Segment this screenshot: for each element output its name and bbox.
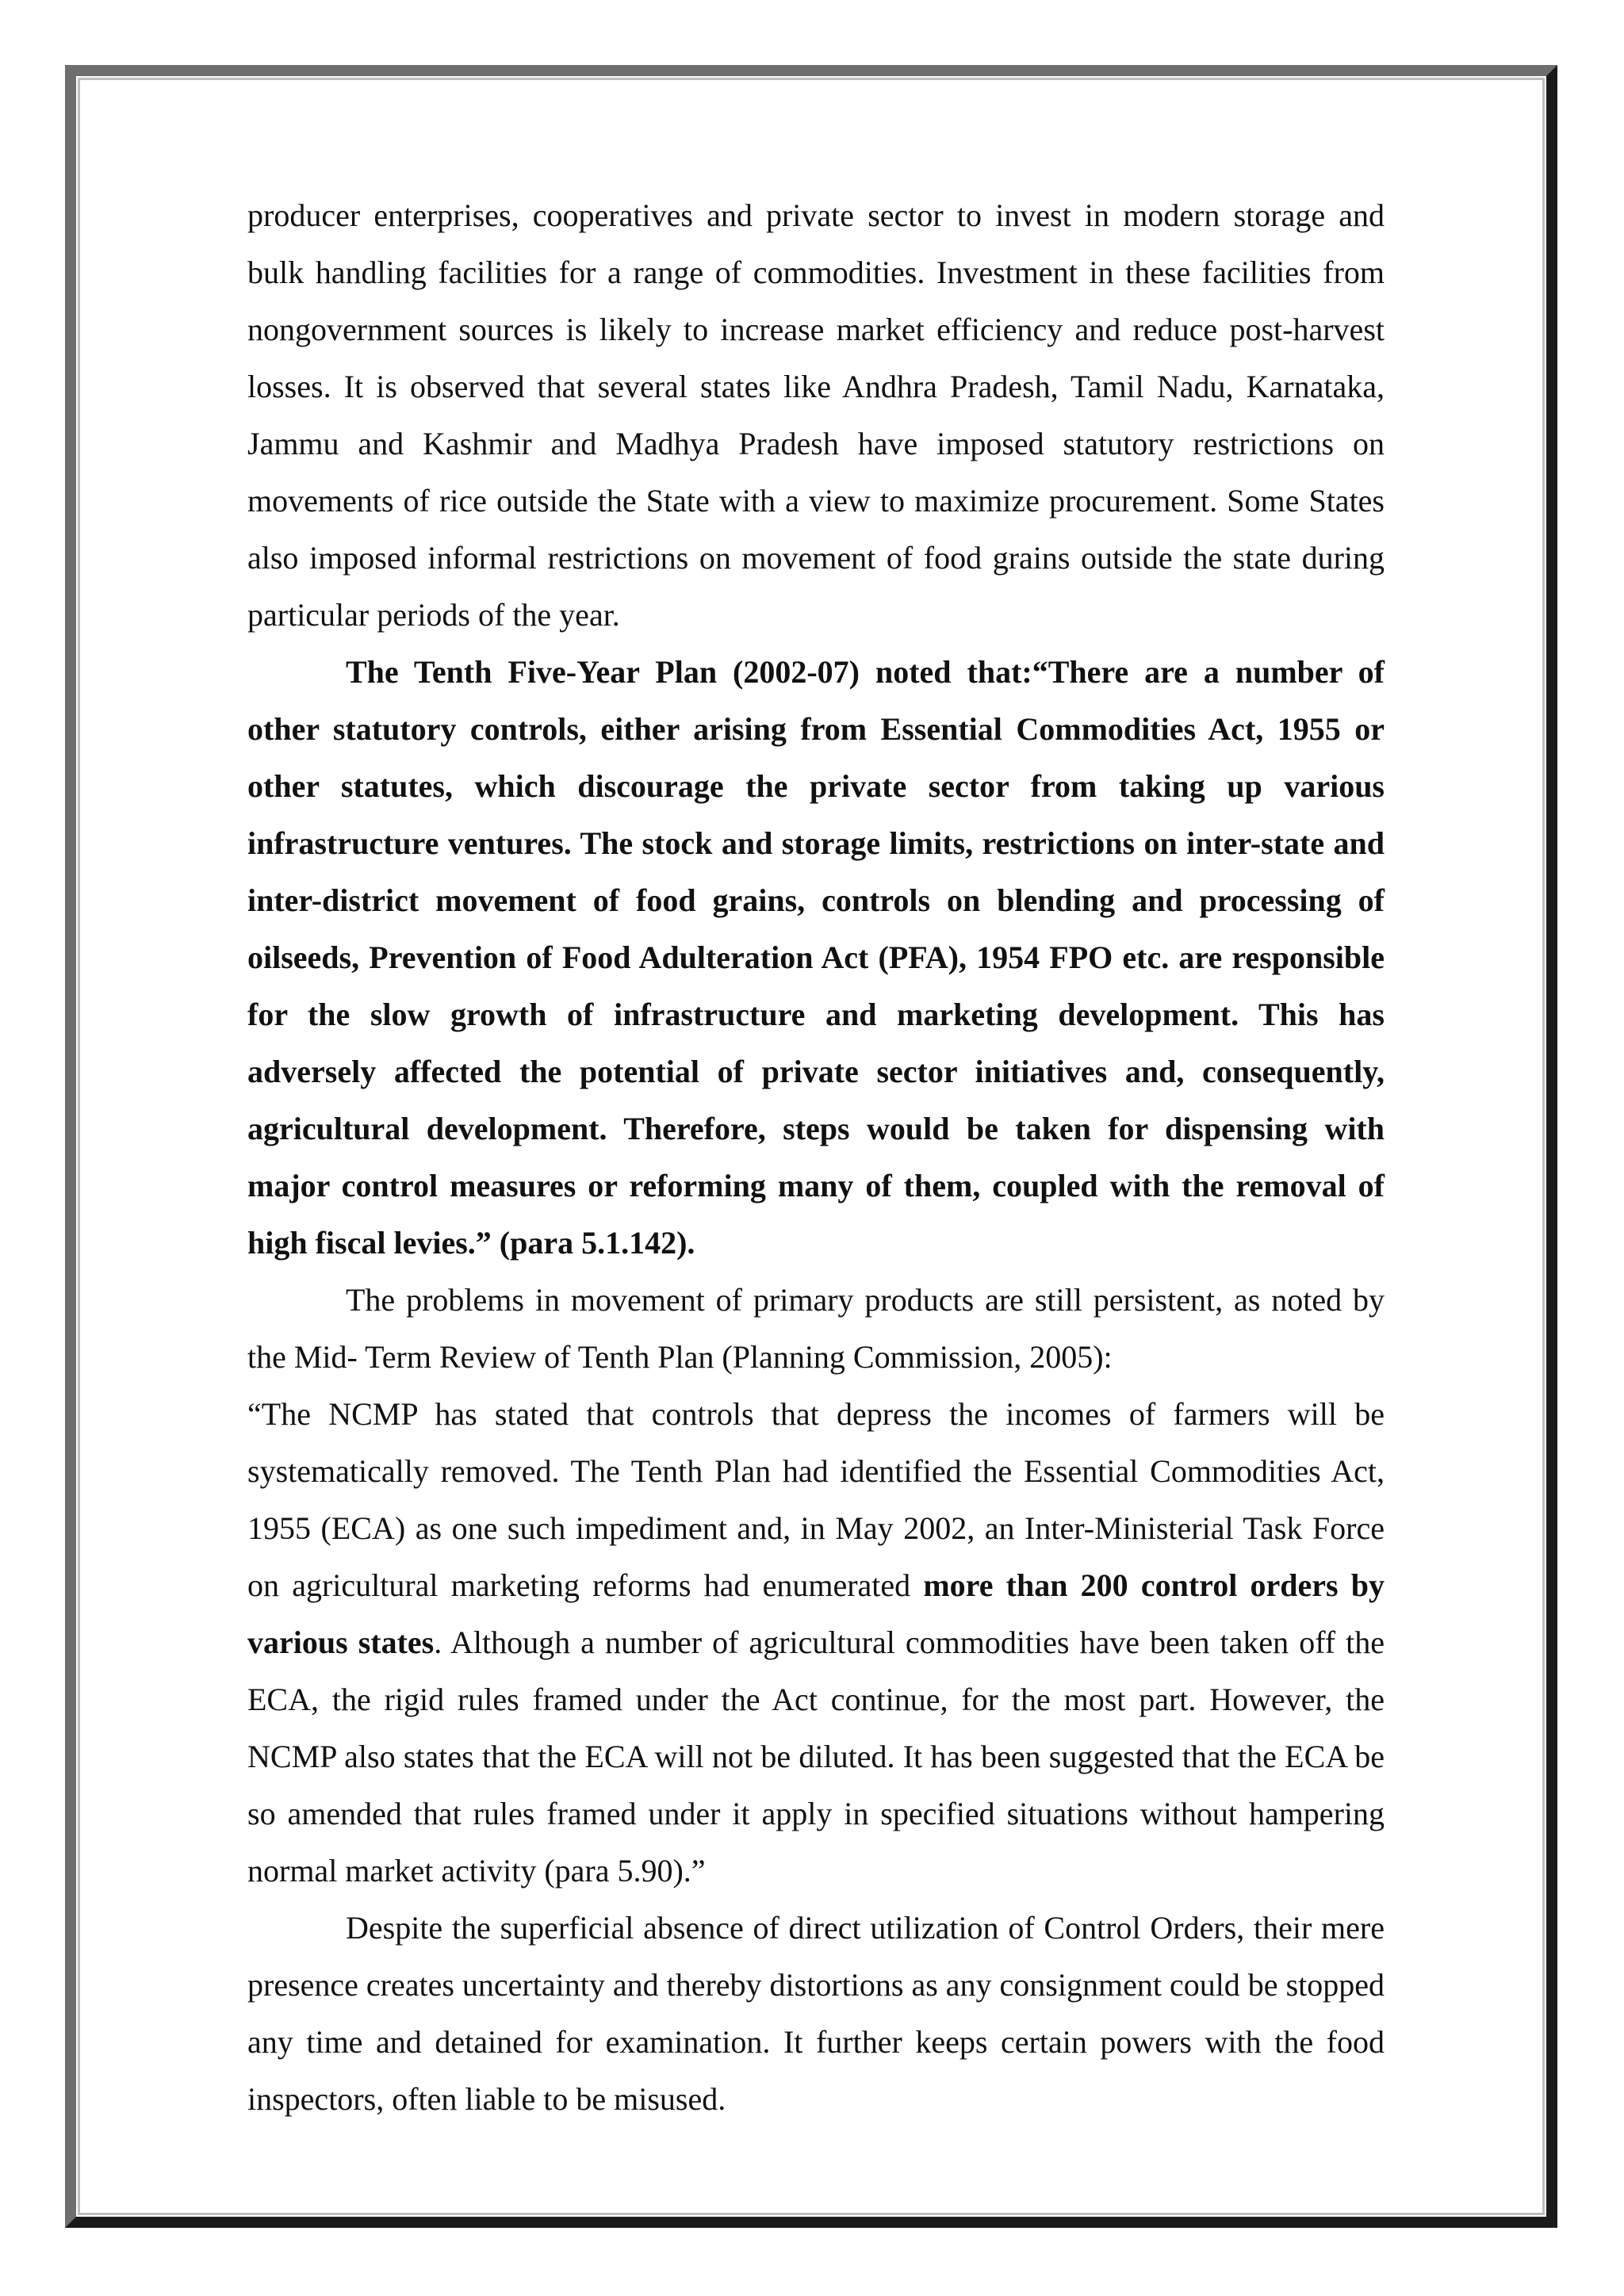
ncmp-quote-emphasis: more than 200 control orders by various states (247, 1567, 1385, 1660)
paragraph-movement-problems: The problems in movement of primary products are still persistent, as noted by the Mid- Term Review of Tenth Plan (Planning Commission, 2005): (247, 1282, 1385, 1375)
ncmp-quote-text-start: “The NCMP has stated that controls that depress the incomes of farmers will be systematically removed. The Tenth Plan had identified the Essential Commodities Act, 1955 (ECA) as one such impediment and, in May 2002, an Inter-Ministerial Task Force on agricultural marketing reforms had enumerated (247, 1396, 1385, 1603)
document-body (247, 187, 1385, 2128)
ncmp-quote-text-end: . Although a number of agricultural commodities have been taken off the ECA, the rigid rules framed under the Act continue, for the most part. However, the NCMP also states that the ECA will not be diluted. It has been suggested that the ECA be so amended that rules framed under it apply in specified situations without hampering normal market activity (para 5.90).” (247, 1624, 1385, 1888)
paragraph-storage-restrictions: producer enterprises, cooperatives and private sector to invest in modern storage and bulk handling facilities for a range of commodities. Investment in these facilities from nongovernment sources is likely to increase market efficiency and reduce post-harvest losses. It is observed that several states like Andhra Pradesh, Tamil Nadu, Karnataka, Jammu and Kashmir and Madhya Pradesh have imposed statutory restrictions on movements of rice outside the State with a view to maximize procurement. Some States also imposed informal restrictions on movement of food grains outside the state during particular periods of the year. (247, 197, 1385, 633)
paragraph-tenth-plan-quote: The Tenth Five-Year Plan (2002-07) noted that:“There are a number of other statutory controls, either arising from Essential Commodities Act, 1955 or other statutes, which discourage the private sector from taking up various infrastructure ventures. The stock and storage limits, restrictions on inter-state and inter-district movement of food grains, controls on blending and processing of oilseeds, Prevention of Food Adulteration Act (PFA), 1954 FPO etc. are responsible for the slow growth of infrastructure and marketing development. This has adversely affected the potential of private sector initiatives and, consequently, agricultural development. Therefore, steps would be taken for dispensing with major control measures or reforming many of them, coupled with the removal of high fiscal levies.” (para 5.1.142). (247, 654, 1385, 1261)
paragraph-ncmp-quote (247, 1386, 1385, 1900)
paragraph-control-orders: Despite the superficial absence of direct utilization of Control Orders, their mere presence creates uncertainty and thereby distortions as any consignment could be stopped any time and detained for examination. It further keeps certain powers with the food inspectors, often liable to be misused. (247, 1910, 1385, 2117)
